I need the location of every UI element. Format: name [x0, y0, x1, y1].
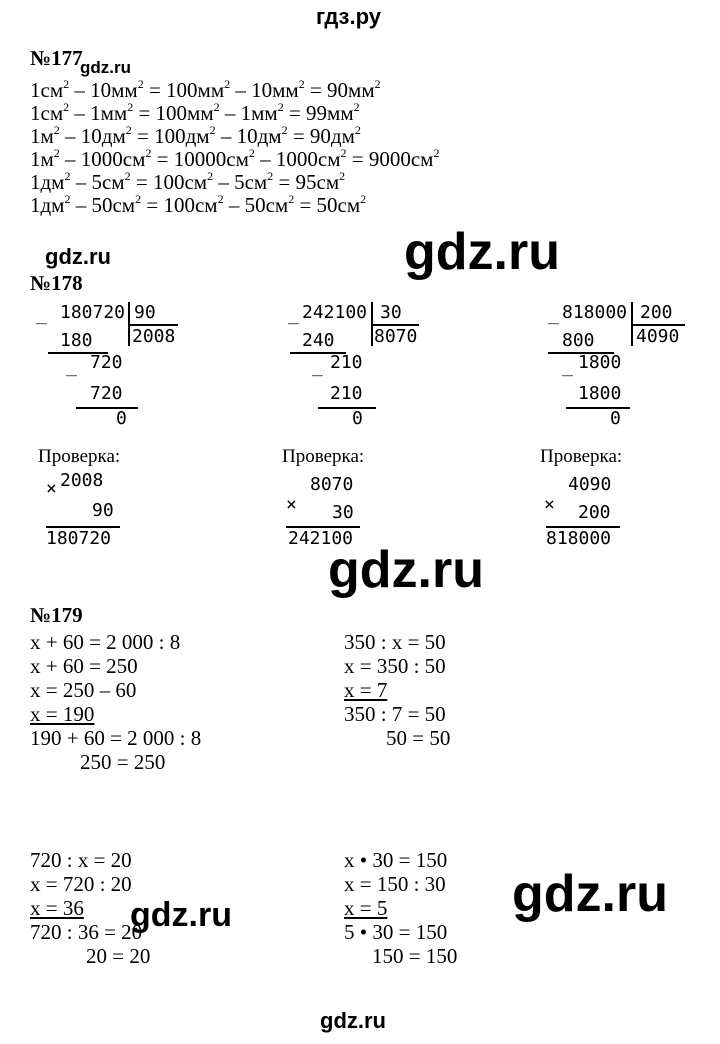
- exponent: 2: [353, 100, 360, 114]
- partial-dividend: 1800: [578, 352, 622, 373]
- quotient: 4090: [636, 326, 680, 347]
- equation-term: – 10мм: [69, 78, 138, 102]
- equation-term: 1см: [30, 101, 64, 125]
- factor: 90: [92, 500, 114, 521]
- equation-line: x = 720 : 20: [30, 872, 132, 896]
- equation-line: x = 36: [30, 896, 84, 920]
- factor: 8070: [310, 474, 354, 495]
- equation-term: – 5см: [70, 170, 125, 194]
- equation-term: = 100см: [130, 170, 208, 194]
- factor: 30: [332, 502, 354, 523]
- exponent: 2: [64, 192, 71, 206]
- minus-sign: _: [562, 356, 573, 377]
- exponent: 2: [374, 77, 381, 91]
- equation-term: 1см: [30, 78, 64, 102]
- problem-number-177: №177: [30, 46, 83, 70]
- equation-line: x = 350 : 50: [344, 654, 446, 678]
- dividend: 818000: [562, 302, 628, 323]
- exponent: 2: [248, 146, 255, 160]
- equation-line: 720 : 36 = 20: [30, 920, 143, 944]
- equation-term: – 50см: [223, 193, 289, 217]
- equation-term: – 5см: [213, 170, 268, 194]
- exponent: 2: [298, 77, 305, 91]
- equation-line: 5 • 30 = 150: [344, 920, 448, 944]
- subtrahend: 800: [562, 330, 595, 351]
- equation-line: [30, 77, 381, 102]
- divisor: 200: [640, 302, 673, 323]
- exponent: 2: [145, 146, 152, 160]
- watermark: gdz.ru: [45, 244, 111, 269]
- exponent: 2: [127, 100, 134, 114]
- exponent: 2: [281, 123, 288, 137]
- equation-term: 1дм: [30, 170, 65, 194]
- exponent: 2: [53, 123, 60, 137]
- equation-term: – 50см: [70, 193, 136, 217]
- quotient: 8070: [374, 326, 418, 347]
- equation-term: – 10мм: [230, 78, 299, 102]
- check-label: Проверка:: [38, 446, 121, 467]
- equation-line: x = 150 : 30: [344, 872, 446, 896]
- exponent: 2: [217, 192, 224, 206]
- watermark: gdz.ru: [404, 223, 560, 281]
- exponent: 2: [213, 100, 220, 114]
- exponent: 2: [137, 77, 144, 91]
- equation-term: = 100см: [141, 193, 218, 217]
- equation-line: x = 5: [344, 896, 388, 920]
- equation-line: 720 : x = 20: [30, 848, 132, 872]
- exponent: 2: [224, 77, 231, 91]
- remainder: 0: [610, 408, 621, 429]
- subtrahend: 1800: [578, 383, 622, 404]
- equation-term: – 1000см: [59, 147, 146, 171]
- watermark: gdz.ru: [328, 541, 484, 599]
- watermark: gdz.ru: [512, 865, 668, 923]
- equation-line: [30, 146, 440, 171]
- equation-line: [30, 192, 367, 217]
- site-header: гдз.ру: [316, 4, 381, 29]
- equation-term: = 9000см: [346, 147, 434, 171]
- product: 818000: [546, 528, 612, 549]
- exponent: 2: [354, 123, 361, 137]
- exponent: 2: [340, 146, 347, 160]
- product: 180720: [46, 528, 112, 549]
- equation-term: = 50см: [294, 193, 361, 217]
- equation-term: – 1мм: [219, 101, 278, 125]
- exponent: 2: [433, 146, 440, 160]
- check-label: Проверка:: [540, 446, 623, 467]
- subtrahend: 180: [60, 330, 93, 351]
- equation-line: 250 = 250: [80, 750, 166, 774]
- divisor: 90: [134, 302, 156, 323]
- equation-line: x + 60 = 2 000 : 8: [30, 630, 181, 654]
- exponent: 2: [53, 146, 60, 160]
- times-sign: ×: [286, 494, 297, 515]
- equation-line: x = 250 – 60: [30, 678, 137, 702]
- exponent: 2: [360, 192, 367, 206]
- exponent: 2: [209, 123, 216, 137]
- exponent: 2: [288, 192, 295, 206]
- equation-line: 20 = 20: [86, 944, 151, 968]
- equation-term: = 99мм: [283, 101, 354, 125]
- exponent: 2: [124, 169, 131, 183]
- divisor: 30: [380, 302, 402, 323]
- problem-number-179: №179: [30, 603, 83, 627]
- equation-line: x = 7: [344, 678, 388, 702]
- exponent: 2: [277, 100, 284, 114]
- equation-term: – 1000см: [254, 147, 341, 171]
- equation-line: 350 : x = 50: [344, 630, 446, 654]
- equation-term: = 90дм: [287, 124, 355, 148]
- problem-number-178: №178: [30, 271, 83, 295]
- equation-line: x • 30 = 150: [344, 848, 448, 872]
- equation-line: 190 + 60 = 2 000 : 8: [30, 726, 202, 750]
- equation-term: = 95см: [273, 170, 340, 194]
- equation-term: – 1мм: [69, 101, 128, 125]
- equation-line: x = 190: [30, 702, 95, 726]
- minus-sign: _: [36, 304, 47, 325]
- dividend: 242100: [302, 302, 368, 323]
- footer-watermark: gdz.ru: [320, 1008, 386, 1033]
- equation-line: [30, 100, 360, 125]
- exponent: 2: [267, 169, 274, 183]
- equation-term: = 100мм: [133, 101, 214, 125]
- factor: 200: [578, 502, 611, 523]
- exponent: 2: [64, 169, 71, 183]
- equation-line: 50 = 50: [386, 726, 451, 750]
- exponent: 2: [63, 100, 70, 114]
- product: 242100: [288, 528, 354, 549]
- remainder: 0: [116, 408, 127, 429]
- equation-term: 1дм: [30, 193, 65, 217]
- equation-term: – 10дм: [59, 124, 126, 148]
- subtrahend: 210: [330, 383, 363, 404]
- partial-dividend: 720: [90, 352, 123, 373]
- equation-term: = 10000см: [151, 147, 249, 171]
- equation-line: 350 : 7 = 50: [344, 702, 446, 726]
- factor: 4090: [568, 474, 612, 495]
- subtrahend: 720: [90, 383, 123, 404]
- exponent: 2: [135, 192, 142, 206]
- exponent: 2: [339, 169, 346, 183]
- equation-line: [30, 123, 361, 148]
- equation-line: x + 60 = 250: [30, 654, 138, 678]
- factor: 2008: [60, 470, 104, 491]
- minus-sign: _: [548, 304, 559, 325]
- equation-term: = 90мм: [304, 78, 375, 102]
- equation-line: 150 = 150: [372, 944, 458, 968]
- equation-term: 1м: [30, 147, 54, 171]
- watermark: gdz.ru: [130, 896, 232, 934]
- equation-term: – 10дм: [215, 124, 282, 148]
- remainder: 0: [352, 408, 363, 429]
- partial-dividend: 210: [330, 352, 363, 373]
- watermark: gdz.ru: [80, 58, 131, 77]
- minus-sign: _: [312, 356, 323, 377]
- equation-term: 1м: [30, 124, 54, 148]
- times-sign: ×: [46, 478, 57, 499]
- exponent: 2: [125, 123, 132, 137]
- equation-term: = 100дм: [131, 124, 210, 148]
- minus-sign: _: [288, 304, 299, 325]
- check-label: Проверка:: [282, 446, 365, 467]
- minus-sign: _: [66, 356, 77, 377]
- quotient: 2008: [132, 326, 176, 347]
- times-sign: ×: [544, 494, 555, 515]
- equation-term: = 100мм: [143, 78, 225, 102]
- exponent: 2: [207, 169, 214, 183]
- exponent: 2: [63, 77, 70, 91]
- dividend: 180720: [60, 302, 126, 323]
- equation-line: [30, 169, 346, 194]
- subtrahend: 240: [302, 330, 335, 351]
